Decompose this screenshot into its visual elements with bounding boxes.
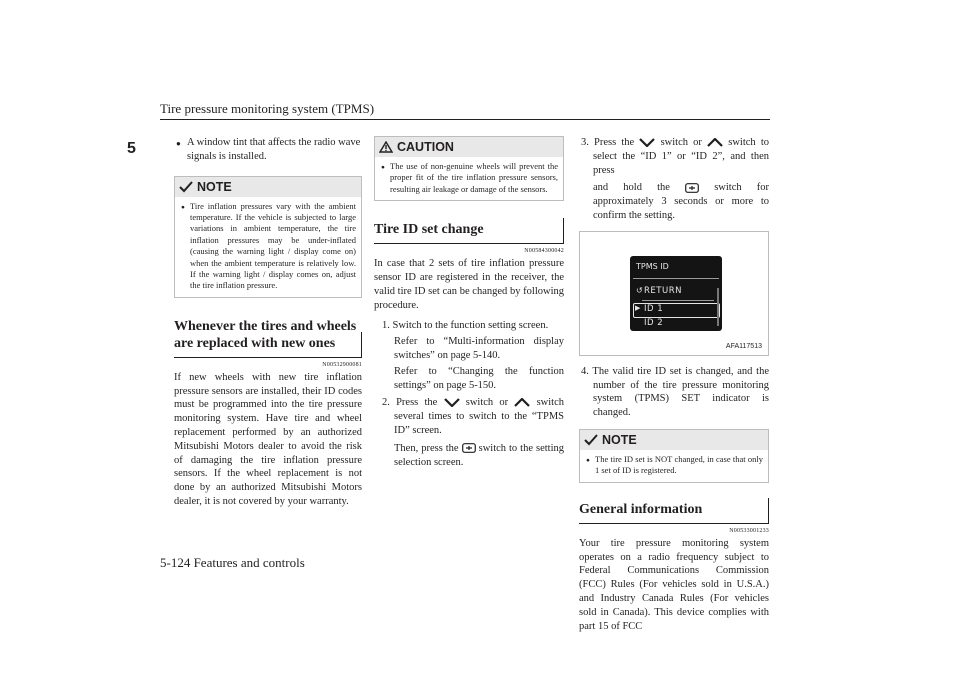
note-label: NOTE (197, 179, 232, 194)
paragraph-new-tires: If new wheels with new tire inflation pressure sensors are installed, their ID codes must be programmed into the tire pressure monitoring system. Have tire and wheel replacement performed by an authorized Mitsubishi Motors dealer to avoid the risk of damaging the tire inflation pressure sensors. If the wheel replacement is not done by an authorized Mitsubishi Motors dealer, it is not covered by your warranty. (174, 371, 362, 508)
step-2-mid: switch or (465, 397, 509, 409)
step-3 (579, 136, 769, 223)
display-divider (633, 278, 719, 279)
display-row-return: ↺ RETURN (636, 285, 682, 296)
section-title-new-tires: Whenever the tires and wheels are replaced with new ones (174, 318, 362, 358)
warning-triangle-icon (379, 141, 393, 153)
note-icon (584, 434, 598, 446)
note-box-2 (579, 429, 769, 483)
caution-header (375, 137, 563, 157)
column-2 (374, 136, 564, 469)
note-header-2 (580, 430, 768, 450)
step-1-ref-a: Refer to “Multi-information display switches” on page 5-140. (394, 336, 564, 361)
figure-code: AFA117513 (725, 342, 762, 350)
section-title-general: General information (579, 501, 769, 524)
display-row-id1: ▶ ID 1 (635, 303, 664, 314)
page-footer: 5-124 Features and controls (160, 555, 305, 570)
display-scrollbar (717, 288, 719, 326)
step-2 (382, 396, 564, 469)
note-box (174, 176, 362, 298)
chevron-up-icon (707, 138, 723, 147)
step-3-hold (593, 181, 769, 222)
step-3-hold-post: switch for approximately 3 seconds or more to confirm the setting. (593, 182, 770, 221)
caution-text: ● The use of non-genuine wheels will prevent the proper fit of the tire inflation pressure sensors, resulting air leakage or damage of the sensors. (380, 161, 558, 195)
column-3 (579, 136, 769, 633)
step-2-pre: 2. Press the (382, 397, 438, 409)
bullet-window-tint: ● A window tint that affects the radio wave signals is installed. (174, 136, 362, 164)
note-text: ● The tire ID set is NOT changed, in case that only 1 set of ID is registered. (585, 454, 763, 477)
step-2-then (394, 442, 564, 470)
note-header (175, 177, 361, 197)
step-3-pre: 3. Press the (581, 137, 635, 148)
return-arrow-icon: ↺ (636, 285, 644, 295)
step-1-text: 1. Switch to the function setting screen. (382, 320, 549, 332)
step-3-mid: switch or (660, 137, 702, 148)
chevron-down-icon (444, 398, 460, 407)
paragraph-general: Your tire pressure monitoring system operates on a radio frequency subject to Federal Communications Commission (FCC) Rules (For vehicles sold in U.S.A.) and Industry Canada Rules (For vehicles sold in Canada). This device complies with part 15 of FCC (579, 537, 769, 632)
step-1-ref-b: Refer to “Changing the function settings” on page 5-150. (394, 365, 564, 391)
section-code: N00532900081 (322, 361, 362, 368)
column-1 (174, 136, 362, 509)
play-arrow-icon: ▶ (635, 303, 641, 312)
step-4: 4. The valid tire ID set is changed, and the number of the tire pressure monitoring system (TPMS) SET indicator is changed. (581, 365, 769, 419)
note-text: ● Tire inflation pressures vary with the ambient temperature. If the vehicle is subjected to large variations in ambient temperature, the tire inflation pressures may be under-inflated (causing the warning light / display come on) when the ambient temperature is relatively low. If the warning light / display comes on, adjust the tire inflation pressure. (180, 201, 356, 292)
step-3-hold-pre: and hold the (593, 182, 670, 194)
select-switch-icon (685, 183, 699, 193)
caution-label: CAUTION (397, 140, 454, 154)
display-row-divider (642, 300, 714, 301)
step-3-post: switch to select the “ID 1” or “ID 2”, and then press (593, 137, 770, 176)
section-code: N00533001233 (729, 527, 769, 534)
caution-box (374, 136, 564, 201)
running-header: Tire pressure monitoring system (TPMS) (160, 101, 375, 116)
chevron-up-icon (514, 398, 530, 407)
display-row-id2: ID 2 (644, 317, 664, 328)
display-title: TPMS ID (636, 261, 669, 271)
step-2-then-post: switch to the setting selection screen. (394, 442, 565, 468)
section-code: N00584300042 (524, 248, 564, 255)
section-title-tire-id: Tire ID set change (374, 221, 564, 244)
chevron-down-icon (639, 138, 655, 147)
select-switch-icon (462, 443, 476, 453)
chapter-number: 5 (127, 140, 136, 157)
header-rule (160, 119, 770, 120)
note-label: NOTE (602, 432, 637, 447)
multi-info-display (630, 256, 722, 331)
step-2-post: switch several times to switch to the “TPMS ID” screen. (394, 397, 564, 436)
step-1 (382, 319, 564, 392)
step-2-then-pre: Then, press the (394, 442, 459, 454)
note-icon (179, 181, 193, 193)
paragraph-tire-id-intro: In case that 2 sets of tire inflation pressure sensor ID are registered in the receiver, the valid tire ID set can be changed by following procedure. (374, 258, 564, 311)
display-figure (579, 231, 769, 356)
